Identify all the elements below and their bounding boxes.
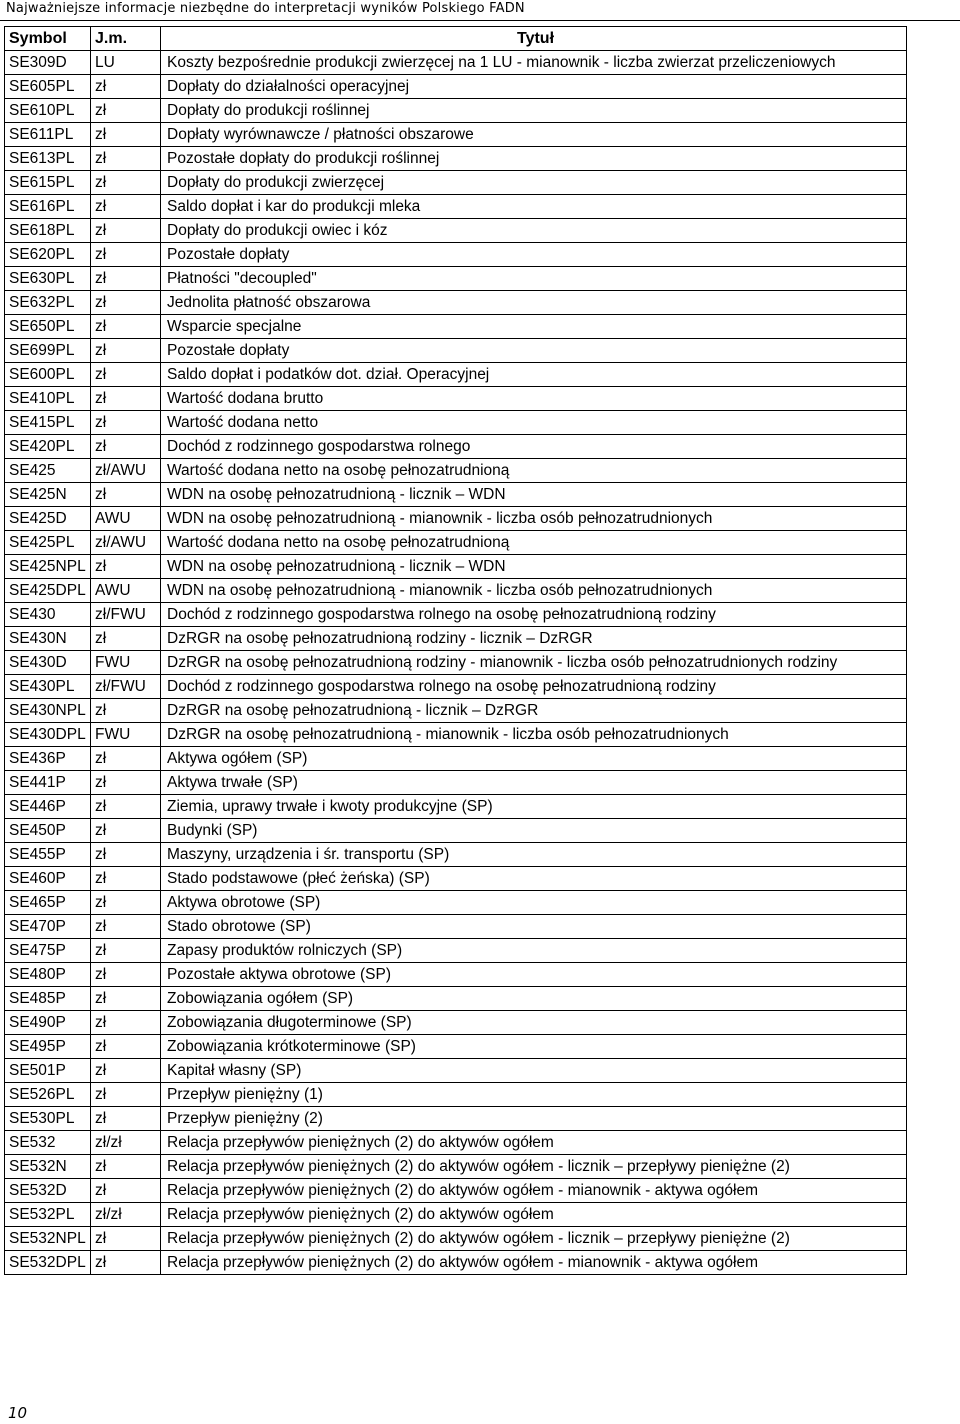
table-row (5, 435, 907, 459)
cell-unit: zł (91, 75, 161, 99)
cell-unit: zł (91, 483, 161, 507)
cell-symbol: SE526PL (5, 1083, 91, 1107)
cell-symbol: SE532 (5, 1131, 91, 1155)
cell-symbol: SE530PL (5, 1107, 91, 1131)
table-row (5, 1251, 907, 1275)
column-header-unit: J.m. (91, 27, 161, 51)
table-row (5, 555, 907, 579)
table-row (5, 315, 907, 339)
table-row (5, 1011, 907, 1035)
cell-symbol: SE532N (5, 1155, 91, 1179)
cell-unit: zł (91, 987, 161, 1011)
cell-title: WDN na osobę pełnozatrudnioną - mianownik - liczba osób pełnozatrudnionych (161, 507, 907, 531)
table-row (5, 243, 907, 267)
table-row (5, 867, 907, 891)
table-row (5, 339, 907, 363)
cell-title: Wartość dodana netto na osobę pełnozatrudnioną (161, 531, 907, 555)
table-row (5, 1155, 907, 1179)
cell-unit: zł (91, 1083, 161, 1107)
cell-title: Pozostałe dopłaty (161, 243, 907, 267)
cell-unit: zł/zł (91, 1203, 161, 1227)
table-row (5, 51, 907, 75)
cell-title: DzRGR na osobę pełnozatrudnioną rodziny - mianownik - liczba osób pełnozatrudnionych rodziny (161, 651, 907, 675)
cell-symbol: SE430NPL (5, 699, 91, 723)
cell-title: Dopłaty wyrównawcze / płatności obszarowe (161, 123, 907, 147)
cell-symbol: SE425PL (5, 531, 91, 555)
table-row (5, 603, 907, 627)
column-header-title: Tytuł (161, 27, 907, 51)
cell-symbol: SE480P (5, 963, 91, 987)
cell-unit: zł (91, 219, 161, 243)
column-header-symbol: Symbol (5, 27, 91, 51)
cell-symbol: SE430PL (5, 675, 91, 699)
cell-symbol: SE430N (5, 627, 91, 651)
cell-unit: zł (91, 171, 161, 195)
cell-symbol: SE495P (5, 1035, 91, 1059)
cell-title: Dochód z rodzinnego gospodarstwa rolnego (161, 435, 907, 459)
cell-symbol: SE475P (5, 939, 91, 963)
cell-title: Jednolita płatność obszarowa (161, 291, 907, 315)
cell-title: Aktywa trwałe (SP) (161, 771, 907, 795)
cell-symbol: SE430D (5, 651, 91, 675)
cell-title: WDN na osobę pełnozatrudnioną - mianownik - liczba osób pełnozatrudnionych (161, 579, 907, 603)
cell-symbol: SE532D (5, 1179, 91, 1203)
table-row (5, 651, 907, 675)
cell-title: Pozostałe dopłaty do produkcji roślinnej (161, 147, 907, 171)
cell-unit: zł (91, 1035, 161, 1059)
cell-symbol: SE436P (5, 747, 91, 771)
cell-title: Dopłaty do działalności operacyjnej (161, 75, 907, 99)
cell-title: Budynki (SP) (161, 819, 907, 843)
page-header-title: Najważniejsze informacje niezbędne do interpretacji wyników Polskiego FADN (6, 1, 525, 16)
cell-title: Wartość dodana netto (161, 411, 907, 435)
cell-unit: FWU (91, 651, 161, 675)
cell-unit: zł/FWU (91, 603, 161, 627)
table-row (5, 675, 907, 699)
cell-title: Przepływ pieniężny (1) (161, 1083, 907, 1107)
cell-unit: zł (91, 747, 161, 771)
cell-symbol: SE630PL (5, 267, 91, 291)
cell-symbol: SE616PL (5, 195, 91, 219)
cell-title: Relacja przepływów pieniężnych (2) do aktywów ogółem - licznik – przepływy pieniężne (2) (161, 1227, 907, 1251)
table-row (5, 171, 907, 195)
cell-symbol: SE605PL (5, 75, 91, 99)
cell-unit: zł (91, 1155, 161, 1179)
cell-symbol: SE532PL (5, 1203, 91, 1227)
cell-unit: zł (91, 939, 161, 963)
cell-unit: zł (91, 267, 161, 291)
cell-title: Płatności "decoupled" (161, 267, 907, 291)
cell-unit: zł (91, 387, 161, 411)
cell-symbol: SE632PL (5, 291, 91, 315)
cell-symbol: SE532DPL (5, 1251, 91, 1275)
cell-title: Dopłaty do produkcji owiec i kóz (161, 219, 907, 243)
variable-definitions-table (4, 26, 907, 1275)
cell-title: Aktywa ogółem (SP) (161, 747, 907, 771)
cell-title: Maszyny, urządzenia i śr. transportu (SP) (161, 843, 907, 867)
cell-title: Wsparcie specjalne (161, 315, 907, 339)
table-row (5, 459, 907, 483)
cell-unit: zł (91, 867, 161, 891)
cell-unit: zł (91, 99, 161, 123)
cell-unit: zł (91, 315, 161, 339)
table-row (5, 987, 907, 1011)
cell-unit: FWU (91, 723, 161, 747)
table-row (5, 195, 907, 219)
table-row (5, 99, 907, 123)
cell-symbol: SE650PL (5, 315, 91, 339)
cell-symbol: SE446P (5, 795, 91, 819)
cell-unit: zł (91, 1107, 161, 1131)
cell-unit: zł (91, 1179, 161, 1203)
cell-unit: zł (91, 1011, 161, 1035)
cell-title: DzRGR na osobę pełnozatrudnioną - licznik – DzRGR (161, 699, 907, 723)
table-row (5, 819, 907, 843)
table-row (5, 147, 907, 171)
table-row (5, 1179, 907, 1203)
cell-symbol: SE425 (5, 459, 91, 483)
table-row (5, 363, 907, 387)
cell-unit: zł (91, 555, 161, 579)
cell-unit: zł (91, 819, 161, 843)
cell-title: Ziemia, uprawy trwałe i kwoty produkcyjne (SP) (161, 795, 907, 819)
cell-unit: zł (91, 147, 161, 171)
cell-unit: zł/FWU (91, 675, 161, 699)
cell-symbol: SE470P (5, 915, 91, 939)
cell-symbol: SE613PL (5, 147, 91, 171)
table-row (5, 483, 907, 507)
cell-title: DzRGR na osobę pełnozatrudnioną rodziny - licznik – DzRGR (161, 627, 907, 651)
cell-unit: zł (91, 891, 161, 915)
cell-title: Stado podstawowe (płeć żeńska) (SP) (161, 867, 907, 891)
table-row (5, 699, 907, 723)
cell-title: Relacja przepływów pieniężnych (2) do aktywów ogółem - mianownik - aktywa ogółem (161, 1251, 907, 1275)
cell-symbol: SE309D (5, 51, 91, 75)
cell-symbol: SE501P (5, 1059, 91, 1083)
cell-unit: zł (91, 771, 161, 795)
cell-title: Dopłaty do produkcji roślinnej (161, 99, 907, 123)
cell-unit: AWU (91, 507, 161, 531)
cell-title: WDN na osobę pełnozatrudnioną - licznik – WDN (161, 555, 907, 579)
table-row (5, 795, 907, 819)
cell-title: Zobowiązania ogółem (SP) (161, 987, 907, 1011)
table-row (5, 915, 907, 939)
cell-title: Relacja przepływów pieniężnych (2) do aktywów ogółem (161, 1203, 907, 1227)
table-row (5, 1059, 907, 1083)
cell-unit: zł (91, 963, 161, 987)
cell-title: Koszty bezpośrednie produkcji zwierzęcej na 1 LU - mianownik - liczba zwierzat przeliczeniowych (161, 51, 907, 75)
table-row (5, 123, 907, 147)
table-row (5, 1083, 907, 1107)
table-row (5, 1203, 907, 1227)
cell-symbol: SE430DPL (5, 723, 91, 747)
cell-unit: zł (91, 411, 161, 435)
cell-title: Przepływ pieniężny (2) (161, 1107, 907, 1131)
cell-unit: zł (91, 195, 161, 219)
cell-title: Saldo dopłat i kar do produkcji mleka (161, 195, 907, 219)
cell-title: Aktywa obrotowe (SP) (161, 891, 907, 915)
cell-symbol: SE410PL (5, 387, 91, 411)
cell-title: Relacja przepływów pieniężnych (2) do aktywów ogółem (161, 1131, 907, 1155)
cell-symbol: SE485P (5, 987, 91, 1011)
cell-symbol: SE450P (5, 819, 91, 843)
cell-title: Pozostałe aktywa obrotowe (SP) (161, 963, 907, 987)
cell-title: DzRGR na osobę pełnozatrudnioną - mianownik - liczba osób pełnozatrudnionych (161, 723, 907, 747)
cell-unit: zł (91, 123, 161, 147)
table-row (5, 579, 907, 603)
cell-symbol: SE425DPL (5, 579, 91, 603)
table-header-row (5, 27, 907, 51)
cell-unit: zł (91, 291, 161, 315)
cell-title: Kapitał własny (SP) (161, 1059, 907, 1083)
cell-unit: zł (91, 699, 161, 723)
cell-symbol: SE415PL (5, 411, 91, 435)
cell-title: Stado obrotowe (SP) (161, 915, 907, 939)
cell-title: Relacja przepływów pieniężnych (2) do aktywów ogółem - licznik – przepływy pieniężne (2) (161, 1155, 907, 1179)
cell-title: Dochód z rodzinnego gospodarstwa rolnego na osobę pełnozatrudnioną rodziny (161, 603, 907, 627)
cell-unit: zł (91, 1059, 161, 1083)
table-row (5, 219, 907, 243)
cell-symbol: SE490P (5, 1011, 91, 1035)
table-row (5, 963, 907, 987)
cell-symbol: SE420PL (5, 435, 91, 459)
cell-symbol: SE532NPL (5, 1227, 91, 1251)
cell-symbol: SE620PL (5, 243, 91, 267)
table-row (5, 75, 907, 99)
cell-unit: zł/AWU (91, 531, 161, 555)
table-row (5, 771, 907, 795)
cell-symbol: SE425D (5, 507, 91, 531)
cell-symbol: SE618PL (5, 219, 91, 243)
cell-unit: zł (91, 1227, 161, 1251)
cell-unit: zł (91, 1251, 161, 1275)
cell-title: Relacja przepływów pieniężnych (2) do aktywów ogółem - mianownik - aktywa ogółem (161, 1179, 907, 1203)
cell-title: WDN na osobę pełnozatrudnioną - licznik – WDN (161, 483, 907, 507)
cell-unit: zł (91, 363, 161, 387)
table-row (5, 891, 907, 915)
cell-title: Wartość dodana netto na osobę pełnozatrudnioną (161, 459, 907, 483)
cell-unit: zł/AWU (91, 459, 161, 483)
cell-unit: zł (91, 627, 161, 651)
table-row (5, 267, 907, 291)
cell-unit: zł (91, 795, 161, 819)
cell-symbol: SE425N (5, 483, 91, 507)
table-row (5, 627, 907, 651)
table-row (5, 723, 907, 747)
cell-title: Wartość dodana brutto (161, 387, 907, 411)
table-row (5, 939, 907, 963)
cell-unit: AWU (91, 579, 161, 603)
cell-title: Zobowiązania krótkoterminowe (SP) (161, 1035, 907, 1059)
table-row (5, 1035, 907, 1059)
cell-unit: zł (91, 339, 161, 363)
cell-symbol: SE600PL (5, 363, 91, 387)
table-row (5, 291, 907, 315)
cell-unit: zł (91, 915, 161, 939)
table-row (5, 411, 907, 435)
cell-symbol: SE430 (5, 603, 91, 627)
table-row (5, 1131, 907, 1155)
page-number: 10 (8, 1404, 28, 1422)
cell-symbol: SE610PL (5, 99, 91, 123)
cell-unit: zł (91, 435, 161, 459)
cell-title: Saldo dopłat i podatków dot. dział. Operacyjnej (161, 363, 907, 387)
cell-title: Pozostałe dopłaty (161, 339, 907, 363)
table-row (5, 507, 907, 531)
cell-symbol: SE455P (5, 843, 91, 867)
cell-symbol: SE425NPL (5, 555, 91, 579)
cell-title: Zobowiązania długoterminowe (SP) (161, 1011, 907, 1035)
cell-title: Dopłaty do produkcji zwierzęcej (161, 171, 907, 195)
cell-unit: zł (91, 843, 161, 867)
cell-symbol: SE441P (5, 771, 91, 795)
cell-title: Dochód z rodzinnego gospodarstwa rolnego na osobę pełnozatrudnioną rodziny (161, 675, 907, 699)
cell-unit: zł/zł (91, 1131, 161, 1155)
table-row (5, 843, 907, 867)
table-row (5, 747, 907, 771)
table-body (5, 51, 907, 1275)
cell-symbol: SE460P (5, 867, 91, 891)
table-row (5, 1227, 907, 1251)
cell-unit: zł (91, 243, 161, 267)
cell-symbol: SE465P (5, 891, 91, 915)
table-row (5, 1107, 907, 1131)
cell-title: Zapasy produktów rolniczych (SP) (161, 939, 907, 963)
cell-symbol: SE611PL (5, 123, 91, 147)
cell-symbol: SE699PL (5, 339, 91, 363)
table-row (5, 531, 907, 555)
cell-symbol: SE615PL (5, 171, 91, 195)
table-row (5, 387, 907, 411)
cell-unit: LU (91, 51, 161, 75)
header-divider (0, 20, 960, 21)
